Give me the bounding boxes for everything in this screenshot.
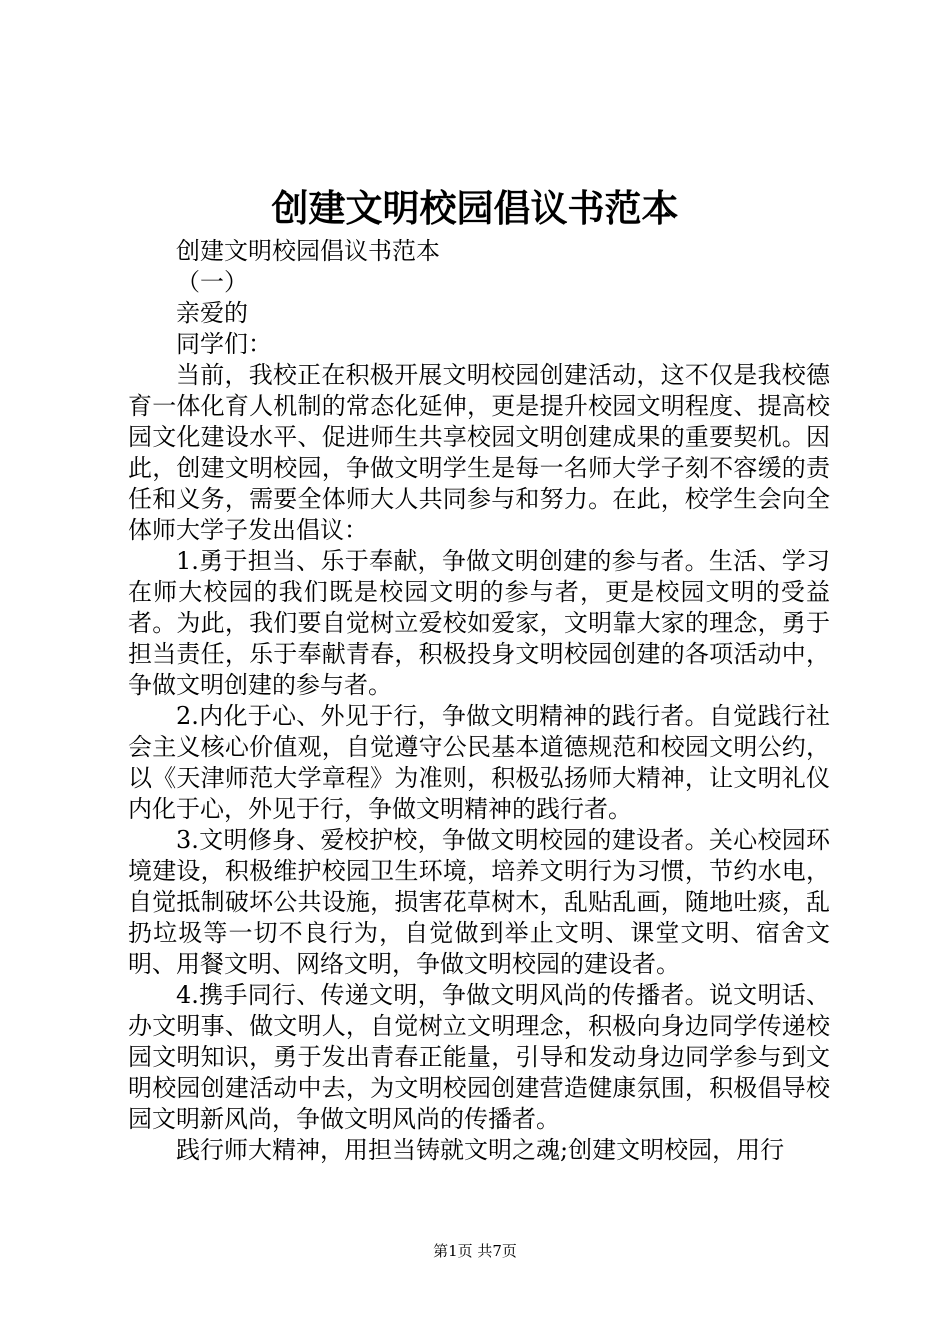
paragraph-closing: 践行师大精神，用担当铸就文明之魂;创建文明校园，用行 (176, 1136, 785, 1164)
salutation-line-1: 亲爱的 (176, 299, 248, 327)
paragraph-item-4: 4.携手同行、传递文明，争做文明风尚的传播者。说文明话、办文明事、做文明人，自觉树立文明理念，积极向身边同学传递校园文明知识，勇于发出青春正能量，引导和发动身边同学参与到文明校园创建活动中去，为文明校园创建营造健康氛围，积极倡导校园文明新风尚，争做文明风尚的传播者。 (128, 981, 830, 1133)
subtitle-line: 创建文明校园倡议书范本 (176, 237, 440, 265)
paragraph-item-3: 3.文明修身、爱校护校，争做文明校园的建设者。关心校园环境建设，积极维护校园卫生环境，培养文明行为习惯，节约水电，自觉抵制破坏公共设施，损害花草树木，乱贴乱画，随地吐痰，乱扔垃圾等一切不良行为，自觉做到举止文明、课堂文明、宿舍文明、用餐文明、网络文明，争做文明校园的建设者。 (128, 826, 830, 978)
paragraph-item-1: 1.勇于担当、乐于奉献，争做文明创建的参与者。生活、学习在师大校园的我们既是校园文明的参与者，更是校园文明的受益者。为此，我们要自觉树立爱校如爱家，文明靠大家的理念，勇于担当责任，乐于奉献青春，积极投身文明校园创建的各项活动中，争做文明创建的参与者。 (128, 547, 830, 699)
paragraph-item-2: 2.内化于心、外见于行，争做文明精神的践行者。自觉践行社会主义核心价值观，自觉遵守公民基本道德规范和校园文明公约，以《天津师范大学章程》为准则，积极弘扬师大精神，让文明礼仪内化于心，外见于行，争做文明精神的践行者。 (128, 702, 830, 823)
document-body (128, 236, 830, 1166)
section-number: （一） (176, 268, 248, 296)
page-number-footer: 第1页 共7页 (433, 1242, 517, 1260)
document-title: 创建文明校园倡议书范本 (271, 186, 679, 230)
paragraph-intro: 当前，我校正在积极开展文明校园创建活动，这不仅是我校德育一体化育人机制的常态化延伸，更是提升校园文明程度、提高校园文化建设水平、促进师生共享校园文明创建成果的重要契机。因此，创建文明校园，争做文明学生是每一名师大学子刻不容缓的责任和义务，需要全体师大人共同参与和努力。在此，校学生会向全体师大学子发出倡议： (128, 361, 830, 544)
salutation-line-2: 同学们： (176, 330, 272, 358)
